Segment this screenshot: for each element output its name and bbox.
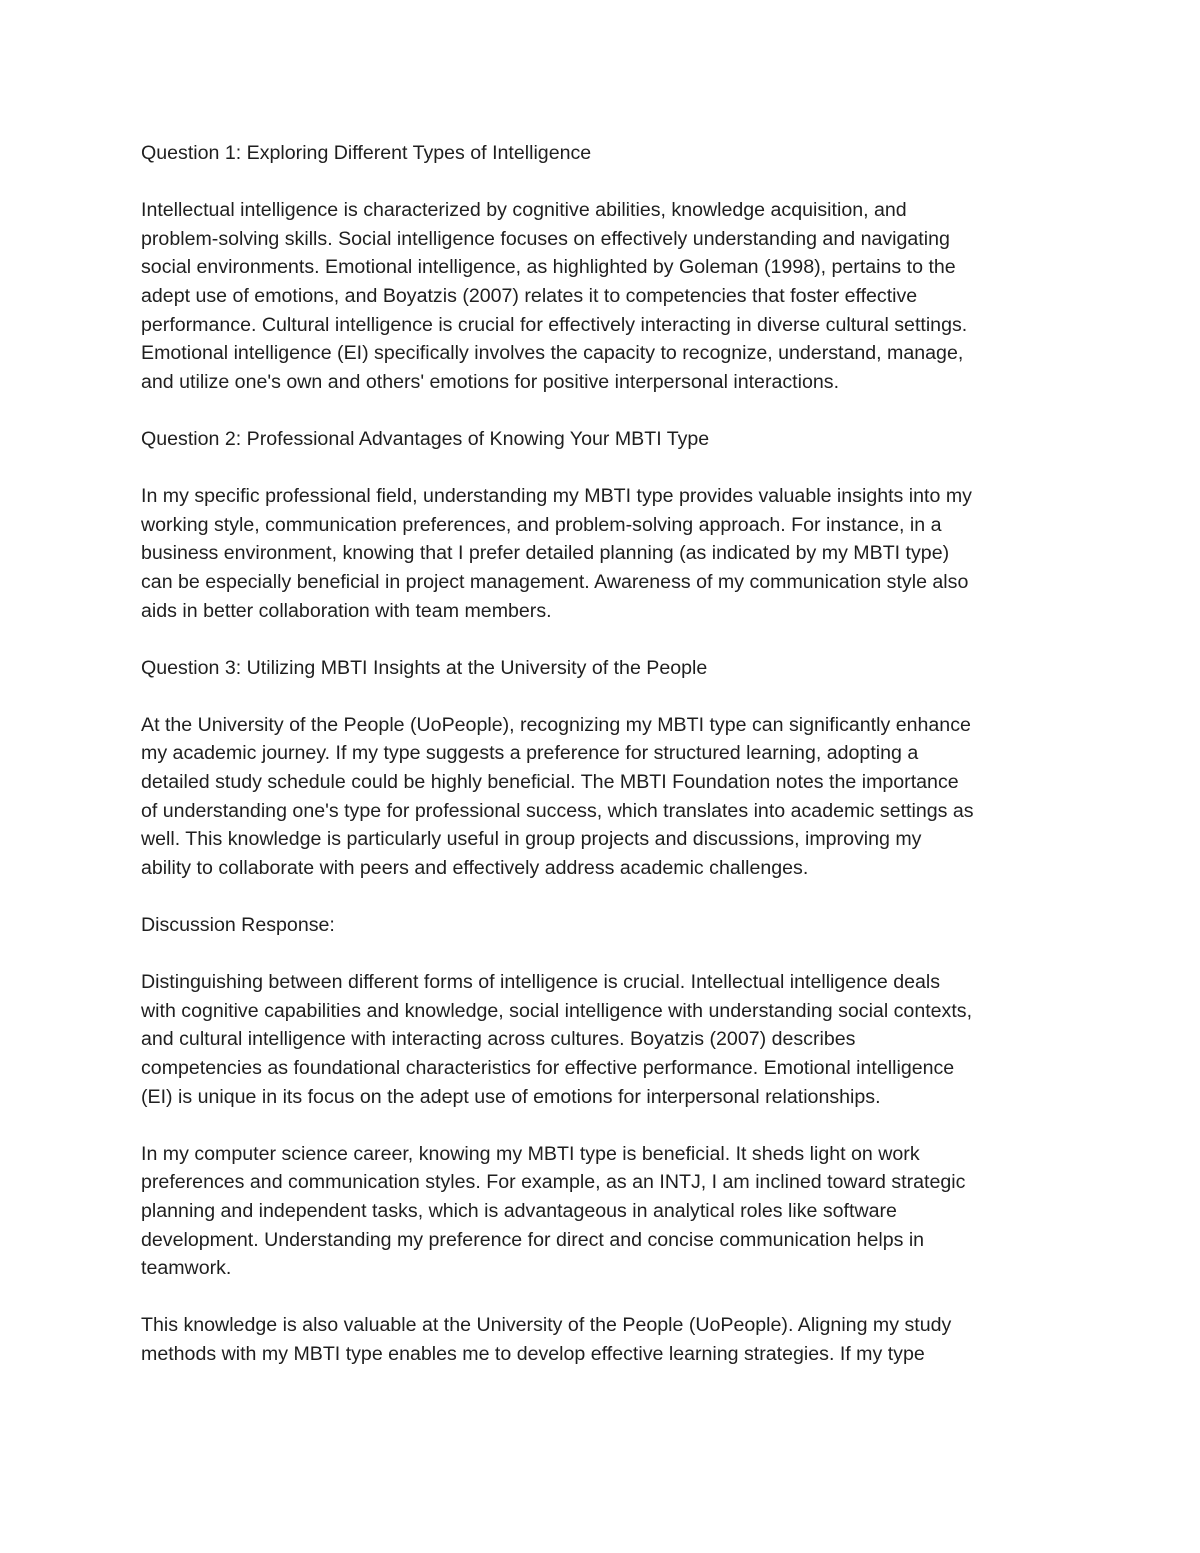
text-line: and utilize one's own and others' emotions for positive interpersonal interactions. (141, 370, 840, 393)
question-3-answer (141, 711, 1071, 883)
discussion-paragraph-1 (141, 968, 1071, 1111)
text-line: my academic journey. If my type suggests a preference for structured learning, adopting a (141, 742, 919, 765)
text-line: problem-solving skills. Social intelligence focuses on effectively understanding and navigating (141, 227, 950, 250)
text-line: Emotional intelligence (EI) specifically involves the capacity to recognize, understand, manage, (141, 342, 964, 365)
text-line: This knowledge is also valuable at the University of the People (UoPeople). Aligning my study (141, 1314, 952, 1337)
text-line: (EI) is unique in its focus on the adept use of emotions for interpersonal relationships. (141, 1085, 881, 1108)
discussion-paragraph-2 (141, 1140, 1071, 1283)
text-line: teamwork. (141, 1257, 232, 1280)
text-line: business environment, knowing that I prefer detailed planning (as indicated by my MBTI type) (141, 542, 950, 565)
heading-text: Question 2: Professional Advantages of Knowing Your MBTI Type (141, 427, 710, 450)
question-2-heading (141, 425, 1071, 454)
text-line: aids in better collaboration with team members. (141, 599, 552, 622)
text-line: detailed study schedule could be highly beneficial. The MBTI Foundation notes the importance (141, 771, 959, 794)
text-line: In my computer science career, knowing my MBTI type is beneficial. It sheds light on work (141, 1142, 920, 1165)
text-line: and cultural intelligence with interacting across cultures. Boyatzis (2007) describes (141, 1028, 856, 1051)
discussion-paragraph-3 (141, 1311, 1071, 1368)
text-line: At the University of the People (UoPeople), recognizing my MBTI type can significantly enhance (141, 713, 971, 736)
text-line: with cognitive capabilities and knowledge, social intelligence with understanding social contexts, (141, 999, 973, 1022)
text-line: In my specific professional field, understanding my MBTI type provides valuable insights into my (141, 485, 972, 508)
text-line: development. Understanding my preference for direct and concise communication helps in (141, 1228, 925, 1251)
document-body (141, 139, 1071, 1397)
text-line: Distinguishing between different forms of intelligence is crucial. Intellectual intelligence deals (141, 971, 941, 994)
question-2-answer (141, 482, 1071, 625)
text-line: competencies as foundational characteristics for effective performance. Emotional intelligence (141, 1057, 955, 1079)
text-line: of understanding one's type for professional success, which translates into academic settings as (141, 799, 974, 822)
heading-text: Question 3: Utilizing MBTI Insights at the University of the People (141, 656, 708, 679)
heading-text: Discussion Response: (141, 914, 335, 937)
text-line: ability to collaborate with peers and effectively address academic challenges. (141, 856, 809, 879)
text-line: well. This knowledge is particularly useful in group projects and discussions, improving my (141, 828, 922, 851)
text-line: can be especially beneficial in project management. Awareness of my communication style also (141, 570, 969, 593)
discussion-response-heading (141, 911, 1071, 940)
question-3-heading (141, 654, 1071, 683)
text-line: planning and independent tasks, which is advantageous in analytical roles like software (141, 1199, 897, 1222)
text-line: methods with my MBTI type enables me to develop effective learning strategies. If my type (141, 1342, 925, 1365)
text-line: social environments. Emotional intelligence, as highlighted by Goleman (1998), pertains to the (141, 256, 956, 279)
text-line: working style, communication preferences, and problem-solving approach. For instance, in a (141, 513, 942, 536)
text-line: Intellectual intelligence is characterized by cognitive abilities, knowledge acquisition, and (141, 199, 907, 222)
heading-text: Question 1: Exploring Different Types of Intelligence (141, 142, 592, 164)
text-line: performance. Cultural intelligence is crucial for effectively interacting in diverse cultural settings. (141, 313, 968, 336)
question-1-heading (141, 139, 1071, 168)
question-1-answer (141, 196, 1071, 396)
text-line: preferences and communication styles. For example, as an INTJ, I am inclined toward strategic (141, 1171, 966, 1194)
text-line: adept use of emotions, and Boyatzis (2007) relates it to competencies that foster effective (141, 284, 918, 307)
